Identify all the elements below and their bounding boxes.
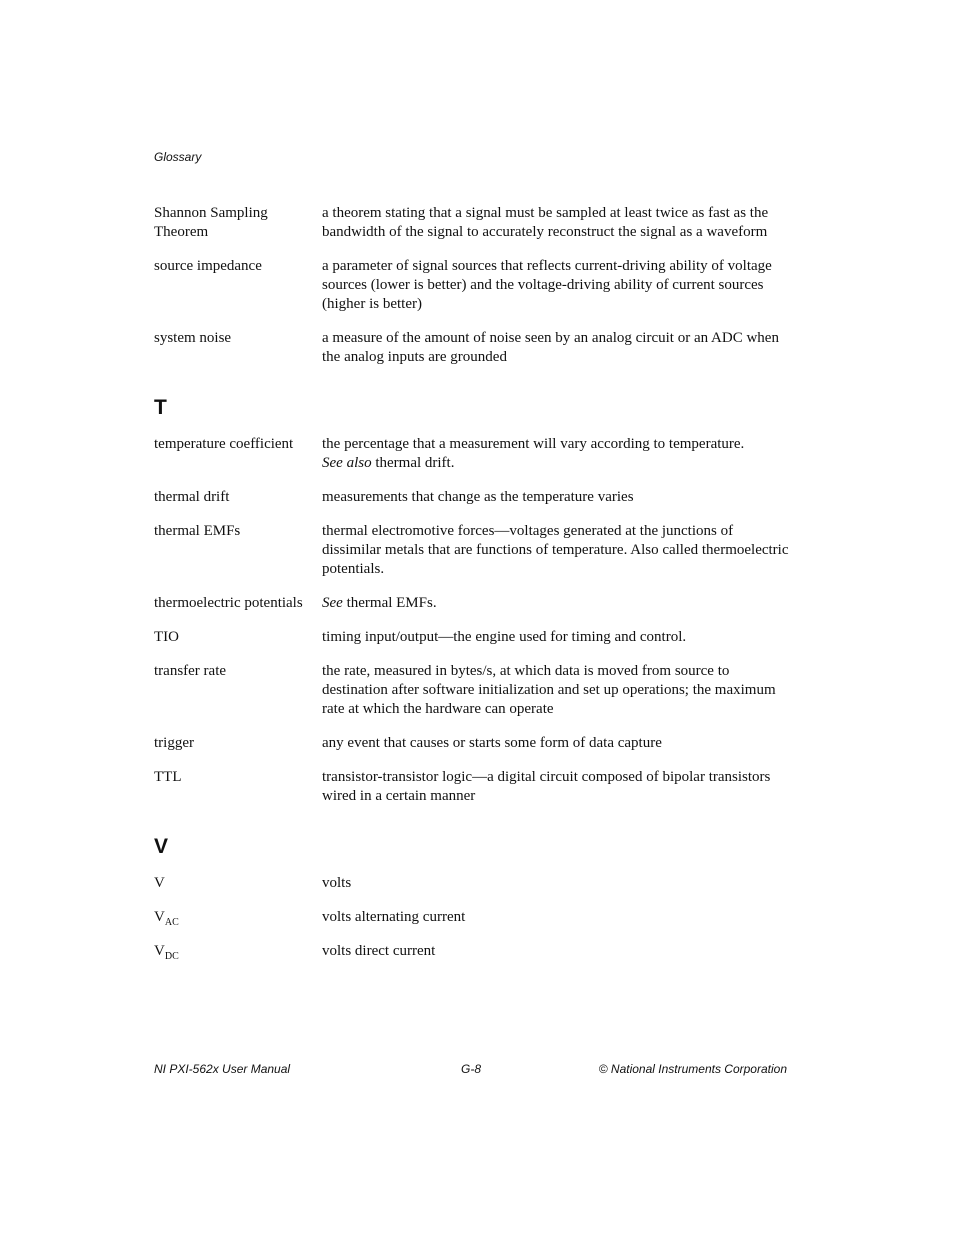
glossary-term: transfer rate: [154, 663, 227, 679]
section-heading-v: V: [154, 835, 169, 858]
glossary-term: TIO: [154, 629, 179, 645]
glossary-content: [154, 204, 790, 976]
glossary-entry: [154, 734, 790, 753]
term-subscript: DC: [164, 951, 179, 962]
glossary-entry: [154, 594, 790, 613]
glossary-definition: measurements that change as the temperature varies: [322, 489, 634, 505]
page-footer: [154, 1062, 787, 1078]
glossary-entry: [154, 435, 790, 473]
definition-text: the percentage that a measurement will vary according to temperature.: [322, 436, 745, 452]
running-head: Glossary: [154, 150, 202, 164]
see-label: See: [322, 595, 343, 611]
glossary-definition: volts direct current: [322, 943, 436, 959]
glossary-entry: [154, 662, 790, 719]
glossary-term: thermoelectric potentials: [154, 595, 303, 611]
footer-page-number: G-8: [461, 1062, 482, 1076]
glossary-definition: any event that causes or starts some form of data capture: [322, 735, 662, 751]
glossary-term: source impedance: [154, 258, 262, 274]
glossary-entry: [154, 257, 790, 314]
glossary-entry: [154, 329, 790, 367]
glossary-entry: [154, 768, 790, 806]
section-heading-t: T: [154, 396, 167, 419]
footer-copyright: © National Instruments Corporation: [598, 1062, 787, 1076]
glossary-entry: [154, 488, 790, 507]
glossary-term: TTL: [154, 769, 182, 785]
glossary-definition: volts: [322, 875, 352, 891]
glossary-term: [154, 942, 322, 961]
glossary-definition: volts alternating current: [322, 909, 466, 925]
glossary-definition: the rate, measured in bytes/s, at which data is moved from source to destination after software initialization and set up operations; the maximum rate at which the hardware can operate: [322, 663, 776, 717]
term-base: V: [154, 909, 165, 925]
glossary-term: Shannon Sampling Theorem: [154, 205, 268, 240]
glossary-entry: [154, 522, 790, 579]
cross-reference: thermal drift.: [375, 455, 455, 471]
glossary-entry: [154, 204, 790, 242]
glossary-definition: a measure of the amount of noise seen by an analog circuit or an ADC when the analog inputs are grounded: [322, 330, 779, 365]
glossary-term: trigger: [154, 735, 194, 751]
glossary-definition: [322, 435, 790, 473]
term-base: V: [154, 943, 165, 959]
glossary-term: system noise: [154, 330, 232, 346]
glossary-definition: a parameter of signal sources that reflects current-driving ability of voltage sources (lower is better) and the voltage-driving ability of current sources (higher is better): [322, 258, 772, 312]
glossary-entry: [154, 942, 790, 961]
glossary-entry: [154, 628, 790, 647]
glossary-definition: a theorem stating that a signal must be sampled at least twice as fast as the bandwidth of the signal to accurately reconstruct the signal as a waveform: [322, 205, 769, 240]
see-also-label: See also: [322, 455, 372, 471]
glossary-term: thermal EMFs: [154, 523, 241, 539]
glossary-definition: [322, 594, 790, 613]
footer-manual-title: NI PXI-562x User Manual: [154, 1062, 291, 1076]
glossary-term: [154, 908, 322, 927]
glossary-entry: [154, 874, 790, 893]
glossary-term: thermal drift: [154, 489, 230, 505]
glossary-definition: timing input/output—the engine used for timing and control.: [322, 629, 687, 645]
glossary-term: V: [154, 875, 165, 891]
glossary-definition: thermal electromotive forces—voltages generated at the junctions of dissimilar metals that are functions of temperature. Also called thermoelectric potentials.: [322, 523, 789, 577]
glossary-definition: transistor-transistor logic—a digital circuit composed of bipolar transistors wired in a certain manner: [322, 769, 771, 804]
glossary-term: temperature coefficient: [154, 436, 294, 452]
cross-reference: thermal EMFs.: [346, 595, 437, 611]
term-subscript: AC: [164, 917, 179, 928]
glossary-entry: [154, 908, 790, 927]
